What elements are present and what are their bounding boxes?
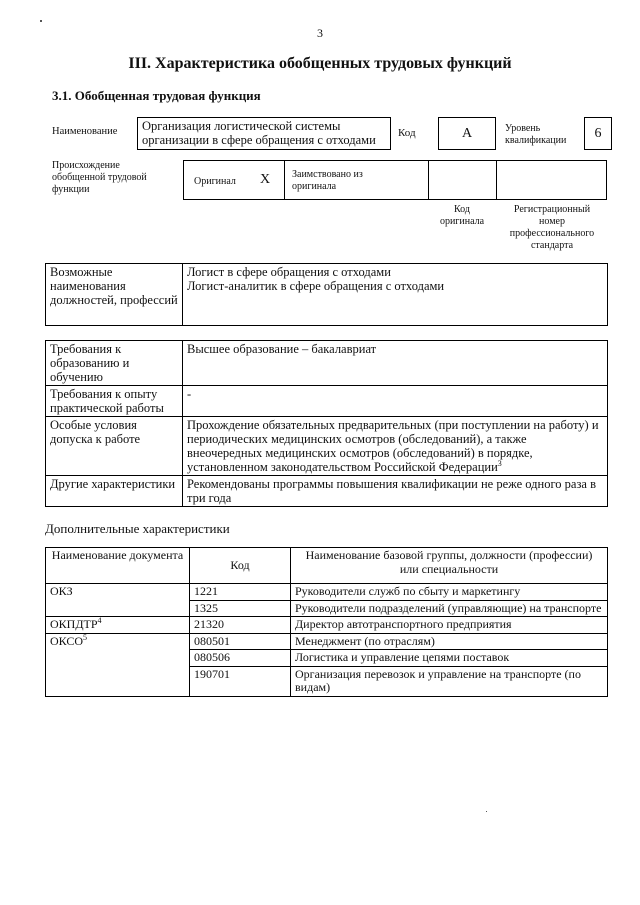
reg-number-line4: стандарта	[530, 240, 574, 251]
additional-table	[45, 547, 608, 697]
code-cell: 080506	[190, 650, 291, 667]
additional-title: Дополнительные характеристики	[45, 521, 230, 536]
original-label: Оригинал	[194, 176, 236, 187]
requirement-row	[46, 417, 608, 476]
origin-label-line2: обобщенной трудовой	[52, 172, 147, 183]
footnote-ref: 5	[83, 632, 88, 642]
level-value: 6	[584, 117, 612, 150]
reg-number-line2: номер	[539, 216, 565, 227]
reg-number-label	[496, 204, 608, 252]
function-name-line1: Организация логистической системы	[142, 119, 341, 133]
table-row	[46, 584, 608, 601]
table-row	[46, 633, 608, 650]
borrowed-label-line2: оригинала	[292, 181, 337, 192]
requirement-value	[183, 417, 608, 476]
positions-line1: Логист в сфере обращения с отходами	[187, 265, 391, 279]
requirement-label: Требования к образованию и обучению	[46, 341, 183, 386]
level-label	[505, 123, 566, 147]
origin-label	[52, 160, 147, 196]
table-header-row	[46, 548, 608, 584]
code-cell: 1221	[190, 584, 291, 601]
doc-cell	[46, 584, 190, 617]
header-code: Код	[190, 548, 291, 584]
doc-name: ОКСО	[50, 633, 84, 648]
code-cell: 080501	[190, 633, 291, 650]
origin-grid	[183, 160, 607, 200]
requirement-row	[46, 386, 608, 417]
requirement-value: -	[183, 386, 608, 417]
doc-name: ОКЗ	[50, 584, 73, 598]
group-name-cell: Организация перевозок и управление на транспорте (по видам)	[291, 666, 608, 696]
positions-line2: Логист-аналитик в сфере обращения с отходами	[187, 279, 445, 293]
group-name-cell: Руководители подразделений (управляющие) на транспорте	[291, 600, 608, 617]
subsection-title: 3.1. Обобщенная трудовая функция	[52, 88, 261, 103]
group-name-cell: Руководители служб по сбыту и маркетингу	[291, 584, 608, 601]
requirement-value: Высшее образование – бакалавриат	[183, 341, 608, 386]
requirement-label: Требования к опыту практической работы	[46, 386, 183, 417]
positions-value	[183, 264, 608, 326]
code-original-line2: оригинала	[439, 216, 485, 227]
requirement-text: Прохождение обязательных предварительных (при поступлении на работу) и периодических медицинских осмотров (обследований), а также внеочередных медицинских осмотров (обследований) в порядке, установленном законодательством Российской Федерации	[187, 418, 599, 474]
origin-label-line3: функции	[52, 184, 90, 195]
page-number: 3	[317, 26, 323, 40]
requirements-table	[45, 340, 608, 507]
name-label: Наименование	[52, 126, 118, 137]
section-title: III. Характеристика обобщенных трудовых функций	[128, 55, 512, 72]
table-row	[46, 617, 608, 634]
reg-number-line1: Регистрационный	[513, 204, 591, 215]
reg-number-line3: профессионального	[509, 228, 595, 239]
footnote-ref: 4	[97, 616, 102, 625]
origin-label-line1: Происхождение	[52, 160, 120, 171]
positions-label: Возможные наименования должностей, профессий	[46, 264, 183, 326]
doc-name: ОКПДТР	[50, 617, 98, 631]
requirement-value: Рекомендованы программы повышения квалификации не реже одного раза в три года	[183, 476, 608, 507]
code-label: Код	[398, 127, 416, 139]
code-original-label	[428, 204, 496, 228]
code-original-line1: Код	[454, 204, 470, 215]
level-label-line1: Уровень	[505, 123, 541, 134]
requirement-label: Другие характеристики	[46, 476, 183, 507]
code-value: А	[438, 117, 496, 150]
function-name-line2: организации в сфере обращения с отходами	[142, 133, 376, 147]
group-name-cell: Логистика и управление цепями поставок	[291, 650, 608, 667]
doc-cell	[46, 633, 190, 696]
header-document: Наименование документа	[46, 548, 190, 584]
code-cell: 21320	[190, 617, 291, 634]
header-group-name: Наименование базовой группы, должности (профессии) или специальности	[291, 548, 608, 584]
positions-table	[45, 263, 608, 326]
borrowed-label-line1: Заимствовано из	[292, 169, 363, 180]
scan-speck	[486, 811, 487, 812]
function-name-box	[137, 117, 391, 150]
code-cell: 1325	[190, 600, 291, 617]
requirement-label: Особые условия допуска к работе	[46, 417, 183, 476]
level-label-line2: квалификации	[505, 135, 567, 146]
group-name-cell: Менеджмент (по отраслям)	[291, 633, 608, 650]
footnote-ref: 3	[497, 458, 502, 468]
requirement-row	[46, 341, 608, 386]
borrowed-label	[292, 169, 363, 193]
requirement-row	[46, 476, 608, 507]
code-cell: 190701	[190, 666, 291, 696]
group-name-cell: Директор автотранспортного предприятия	[291, 617, 608, 634]
doc-cell	[46, 617, 190, 634]
scan-speck	[40, 20, 42, 22]
original-mark: X	[260, 172, 271, 187]
